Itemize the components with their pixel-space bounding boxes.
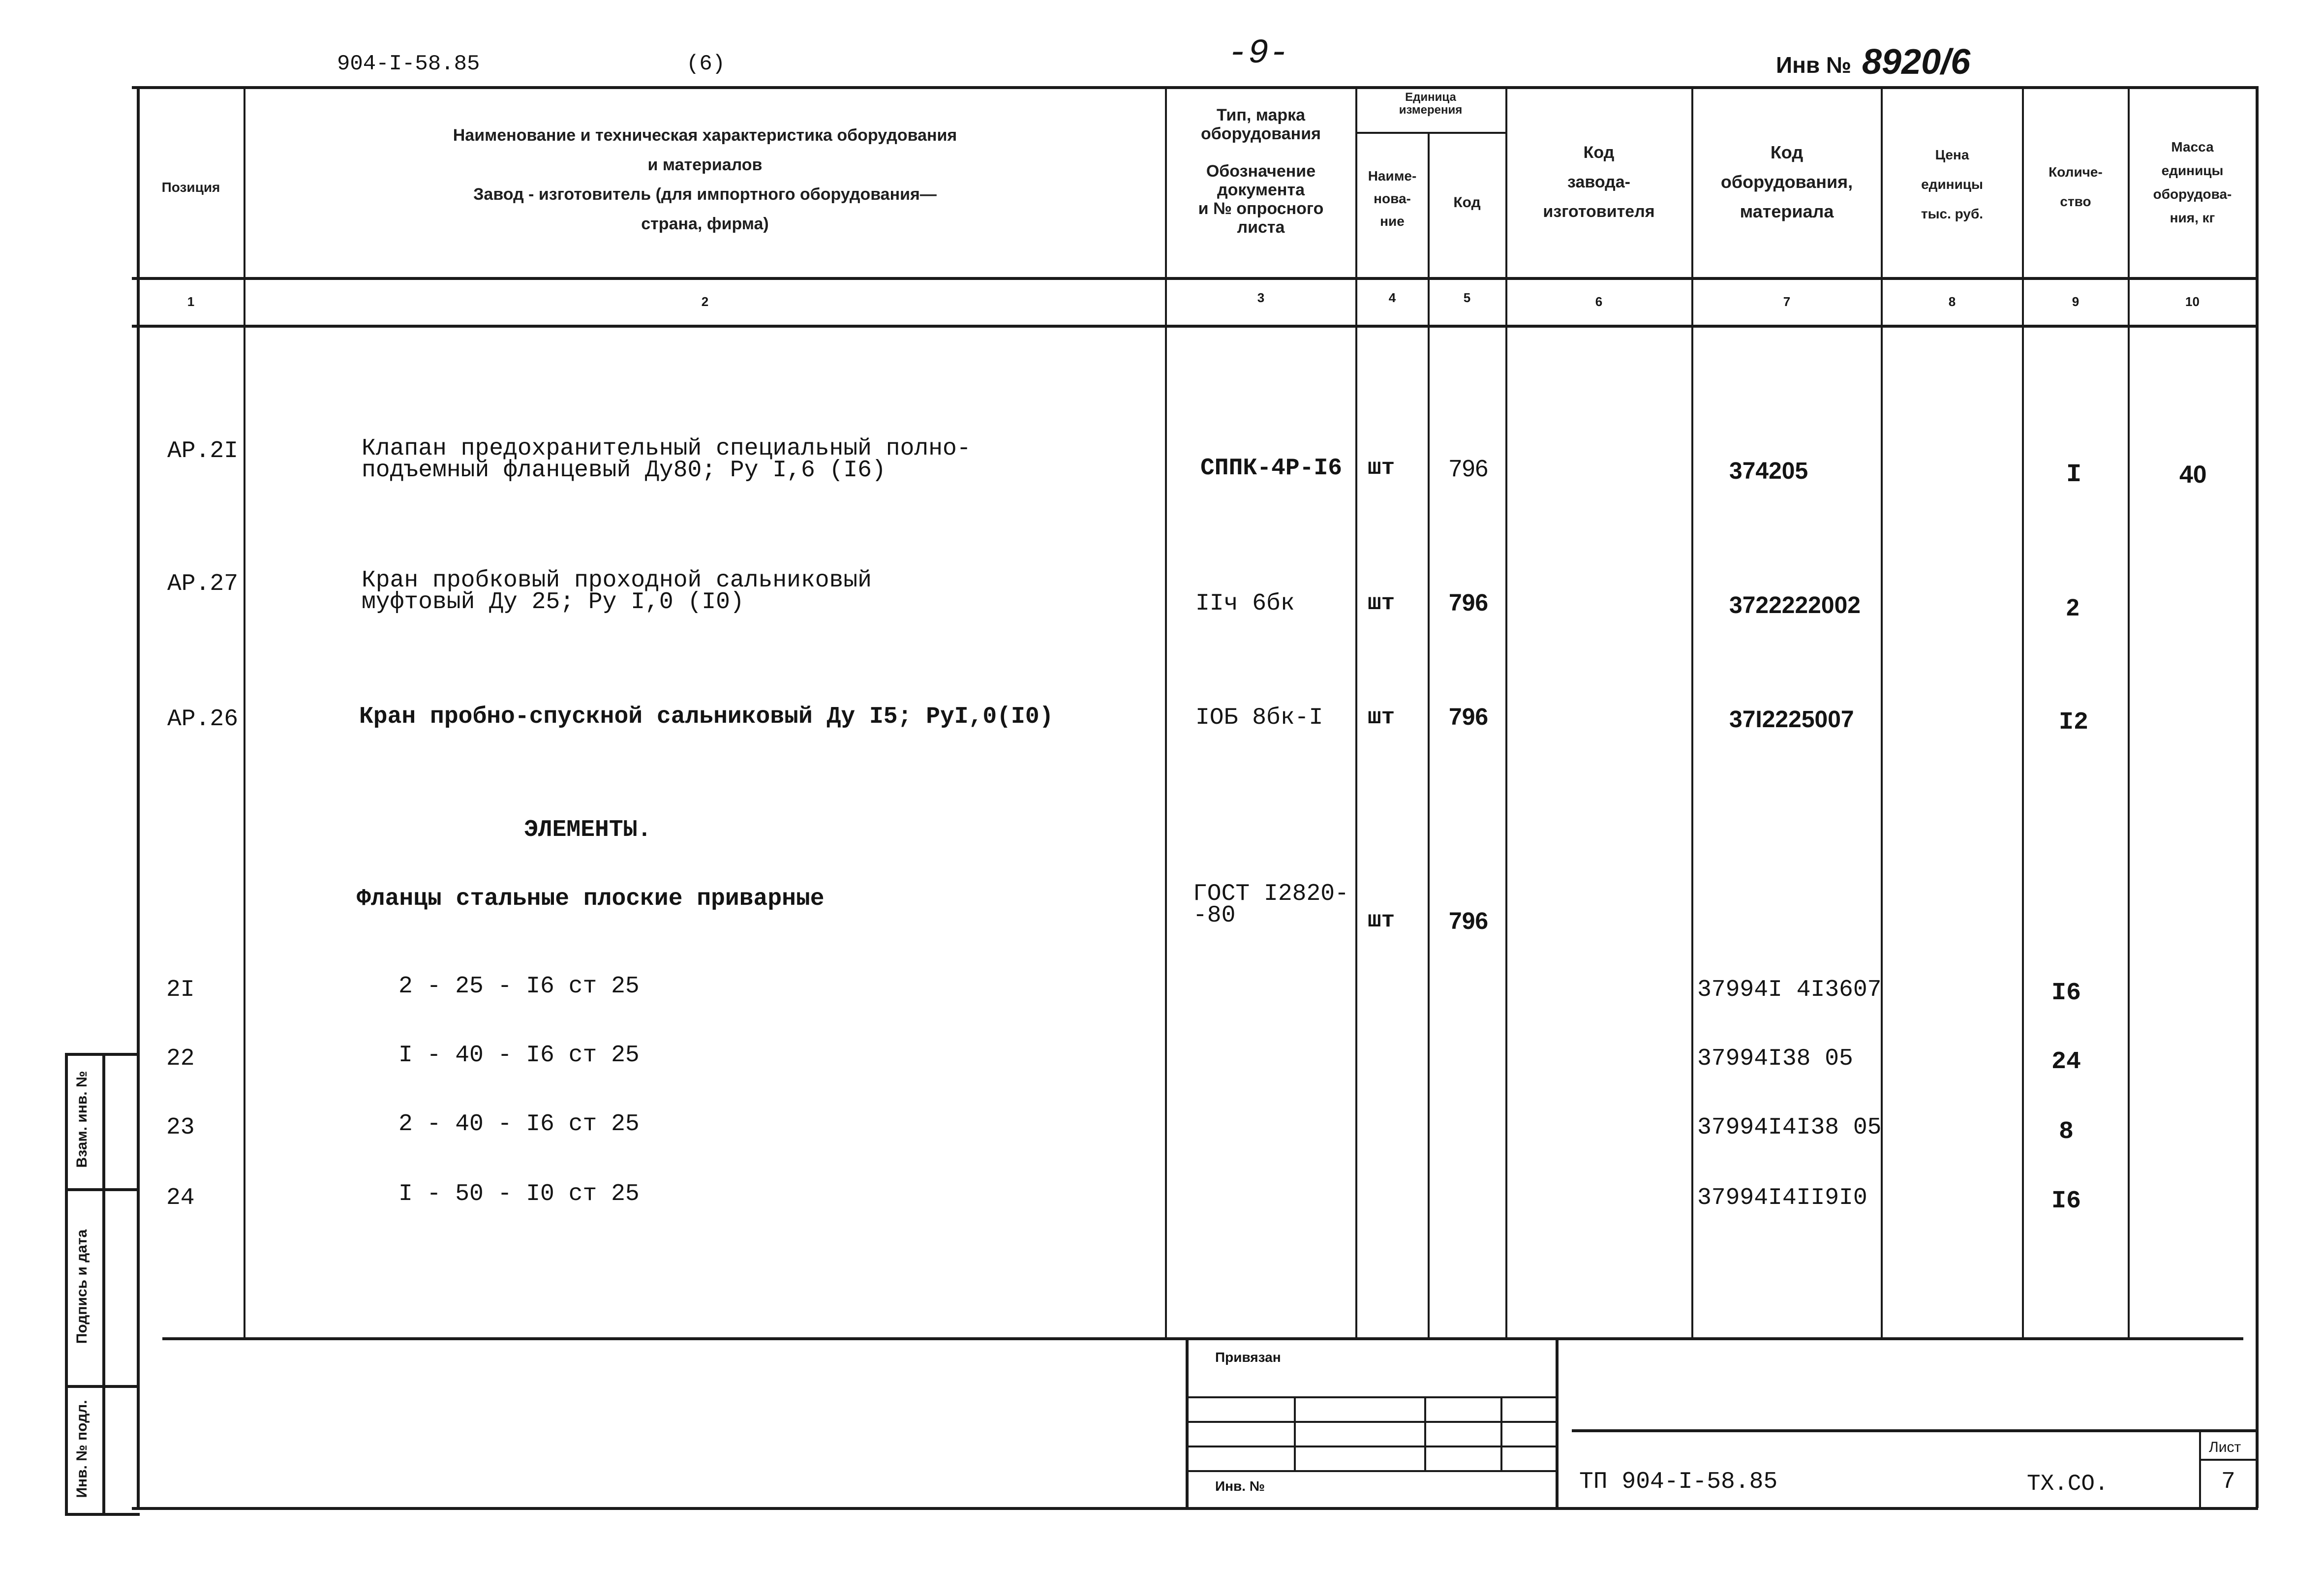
- row-unit-code: 796: [1449, 590, 1489, 616]
- side-strip-outer-border: [65, 1053, 68, 1513]
- stamp-inv-label: Инв. №: [1215, 1478, 1265, 1494]
- table-top-border: [132, 86, 2258, 89]
- row-unit: шт: [1368, 455, 1395, 481]
- row-name: Кран пробковый проходной сальниковый муфтовый Ду 25; Ру I,0 (I0): [362, 567, 872, 615]
- row-unit-code: 796: [1449, 456, 1489, 482]
- col-border-8: [2022, 86, 2024, 1337]
- doc-code: 904-I-58.85: [337, 52, 480, 76]
- page-number: -9-: [1227, 34, 1290, 73]
- row-quantity: 2: [2066, 595, 2079, 621]
- subrow-position: 2I: [166, 977, 195, 1003]
- unit-header-divider: [1355, 132, 1505, 134]
- subrow-material-code: 37994I 4I3607: [1697, 977, 1882, 1003]
- subrow-position: 22: [166, 1046, 195, 1072]
- side-field-replace-inv: Взам. инв. №: [74, 1071, 90, 1168]
- subrow-quantity: 24: [2051, 1048, 2081, 1076]
- header-unit-name: Наиме- нова- ние: [1368, 168, 1417, 229]
- subrow-material-code: 37994I4I38 05: [1697, 1114, 1882, 1141]
- stamp-col-3: [1500, 1396, 1502, 1470]
- row-position: АР.27: [167, 571, 239, 597]
- col-border-5: [1505, 86, 1507, 1337]
- doc-title: ТП 904-I-58.85: [1579, 1469, 1778, 1495]
- row-unit: шт: [1368, 590, 1395, 616]
- header-quantity: Количе- ство: [2049, 164, 2103, 209]
- row-mass: 40: [2179, 461, 2207, 488]
- header-plant-code: Код завода- изготовителя: [1543, 143, 1655, 221]
- side-strip-bottom: [65, 1513, 140, 1516]
- row-type: IOБ 8бк-I: [1195, 705, 1323, 731]
- col-border-1: [244, 86, 245, 1337]
- doc-mark: ТХ.СО.: [2027, 1471, 2109, 1497]
- subrow-position: 23: [166, 1114, 195, 1141]
- col-number-4: 4: [1388, 290, 1396, 305]
- col-number-1: 1: [187, 294, 195, 309]
- col-number-7: 7: [1783, 294, 1791, 309]
- col-number-9: 9: [2072, 294, 2079, 309]
- stamp-right-border: [1556, 1337, 1559, 1507]
- header-price: Цена единицы тыс. руб.: [1921, 147, 1984, 221]
- stamp-col-1: [1294, 1396, 1296, 1470]
- col-number-6: 6: [1595, 294, 1603, 309]
- inv-value: 8920/6: [1862, 42, 1971, 82]
- row-name: Клапан предохранительный специальный полно- подъемный фланцевый Ду80; Ру I,6 (I6): [362, 435, 971, 484]
- row-name: Кран пробно-спускной сальниковый Ду I5; РуI,0(I0): [359, 704, 1054, 730]
- doc-title-line: [1572, 1429, 2256, 1432]
- subrow-position: 24: [166, 1185, 195, 1211]
- subrow-material-code: 37994I38 05: [1697, 1046, 1853, 1072]
- side-field-signature-date: Подпись и дата: [74, 1229, 90, 1344]
- subrow-quantity: I6: [2051, 979, 2081, 1007]
- subrow-quantity: 8: [2059, 1118, 2074, 1146]
- row-quantity: I2: [2059, 708, 2089, 737]
- header-divider: [132, 277, 2258, 280]
- col-number-2: 2: [701, 294, 709, 309]
- col-border-2: [1165, 86, 1167, 1337]
- subrow-quantity: I6: [2051, 1187, 2081, 1215]
- header-material-code: Код оборудования, материала: [1720, 142, 1853, 221]
- section-name: Фланцы стальные плоские приварные: [357, 886, 825, 912]
- row-material-code: 3722222002: [1729, 592, 1861, 618]
- header-name: Наименование и техническая характеристика оборудования и материалов Завод - изготовитель (для импортного оборудования— страна, фирма): [453, 126, 957, 233]
- col-number-3: 3: [1257, 290, 1265, 305]
- section-type: ГОСТ I2820- -80: [1193, 881, 1349, 929]
- row-material-code: 374205: [1729, 458, 1808, 484]
- inv-label: Инв №: [1776, 52, 1852, 78]
- col-border-9: [2128, 86, 2130, 1337]
- row-unit-code: 796: [1449, 704, 1489, 730]
- sheet-mark: (6): [686, 52, 726, 76]
- row-position: АР.2I: [167, 438, 239, 464]
- header-mass: Масса единицы оборудова- ния, кг: [2153, 139, 2232, 225]
- subrow-material-code: 37994I4II9I0: [1697, 1185, 1867, 1211]
- header-position: Позиция: [161, 180, 220, 195]
- header-unit: Единица измерения: [1399, 91, 1463, 117]
- row-quantity: I: [2066, 460, 2082, 489]
- row-type: СППК-4Р-I6: [1200, 455, 1343, 482]
- col-border-3: [1355, 86, 1357, 1337]
- sheet-number: 7: [2221, 1469, 2235, 1495]
- sheet-box-border: [2199, 1429, 2201, 1507]
- subrow-name: 2 - 40 - I6 ст 25: [398, 1111, 640, 1138]
- col-border-6: [1691, 86, 1693, 1337]
- subrow-name: 2 - 25 - I6 ст 25: [398, 973, 640, 1000]
- stamp-linked-label: Привязан: [1215, 1350, 1281, 1365]
- col-border-7: [1881, 86, 1883, 1337]
- row-type: IIч 6бк: [1195, 590, 1295, 617]
- col-number-10: 10: [2185, 294, 2200, 309]
- table-bottom-border: [132, 1507, 2258, 1510]
- header-type: Тип, марка оборудования Обозначение документа и № опросного листа: [1198, 106, 1324, 237]
- stamp-col-2: [1424, 1396, 1426, 1470]
- sheet-label: Лист: [2209, 1439, 2241, 1455]
- section-unit: шт: [1368, 908, 1395, 933]
- col-border-4: [1428, 132, 1430, 1337]
- section-heading: ЭЛЕМЕНТЫ.: [524, 817, 652, 843]
- numbers-divider: [132, 325, 2258, 328]
- col-number-5: 5: [1463, 290, 1471, 305]
- subrow-name: I - 40 - I6 ст 25: [398, 1042, 640, 1069]
- subrow-name: I - 50 - I0 ст 25: [398, 1181, 640, 1207]
- stamp-line-4: [1186, 1470, 1556, 1472]
- row-unit: шт: [1368, 705, 1395, 730]
- body-bottom-border: [162, 1337, 2243, 1340]
- section-unit-code: 796: [1449, 908, 1489, 934]
- col-border-10: [2256, 86, 2259, 1508]
- row-material-code: 37I2225007: [1729, 707, 1854, 733]
- side-strip-inner-border: [102, 1053, 105, 1513]
- col-number-8: 8: [1948, 294, 1956, 309]
- side-field-original-inv: Инв. № подл.: [74, 1400, 90, 1498]
- sheet-box-divider: [2199, 1459, 2256, 1461]
- header-unit-code: Код: [1453, 194, 1481, 211]
- row-position: АР.26: [167, 706, 239, 733]
